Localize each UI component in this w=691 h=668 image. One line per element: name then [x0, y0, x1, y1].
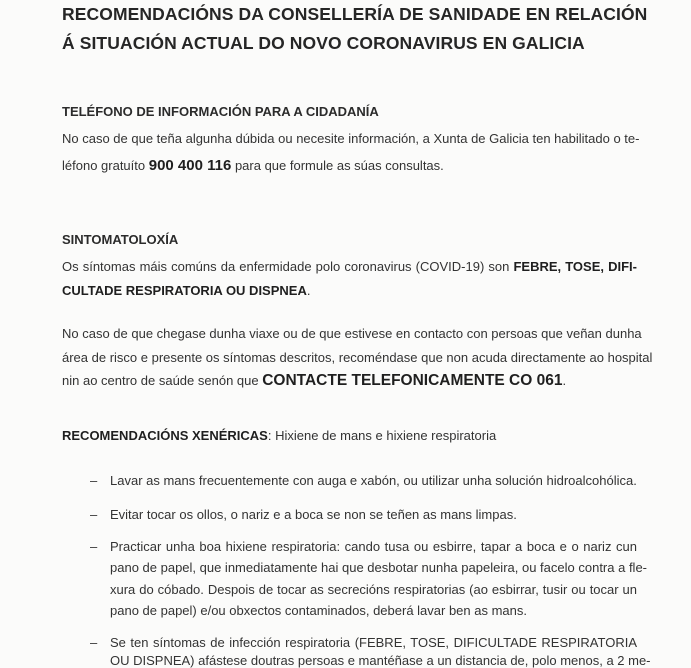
general-heading-bold: RECOMENDACIÓNS XENÉRICAS	[62, 428, 268, 443]
symptoms-section-heading: SINTOMATOLOXÍA	[62, 232, 179, 247]
bullet-dash-3: –	[90, 539, 98, 554]
document-title-line-2: Á SITUACIÓN ACTUAL DO NOVO CORONAVIRUS EN GALICIA	[62, 33, 585, 53]
document-title-line-1: RECOMENDACIÓNS DA CONSELLERÍA DE SANIDADE EN RELACIÓN	[62, 4, 648, 24]
phone-section-line-2	[62, 157, 637, 174]
symptoms-line-1	[62, 259, 637, 274]
travel-para-line-2: área de risco e presente os síntomas descritos, recoméndase que non acuda directamente ao hospital	[62, 350, 653, 365]
contact-061-emphasis: CONTACTE TELEFONICAMENTE CO 061	[262, 372, 563, 389]
travel-para-line-1: No caso de que chegase dunha viaxe ou de que estivese en contacto con persoas que veñan dunha	[62, 326, 642, 341]
recommendation-item-3-line-3: xura do cóbado. Despois de tocar as secrecións respiratorias (ao esbirrar, tusir ou tocar un	[110, 582, 637, 597]
symptoms-list-bold-1: FEBRE, TOSE, DIFI-	[513, 259, 637, 274]
travel-para-line-3	[62, 372, 637, 390]
symptoms-line-2	[62, 283, 637, 298]
phone-number: 900 400 116	[148, 157, 232, 174]
recommendation-item-1: Lavar as mans frecuentemente con auga e xabón, ou utilizar unha solución hidroalcohólica.	[110, 473, 637, 488]
recommendation-item-3-line-4: pano de papel) e/ou obxectos contaminados, deberá lavar ben as mans.	[110, 603, 527, 618]
travel-para-line-3-text: nin ao centro de saúde senón que	[62, 373, 263, 388]
recommendation-item-3-line-2: pano de papel, que inmediatamente hai que desbotar nunha papeleira, ou facelo contra a fle-	[110, 560, 647, 575]
symptoms-list-bold-2: CULTADE RESPIRATORIA OU DISPNEA	[62, 283, 307, 298]
phone-line-prefix: léfono gratuíto	[62, 158, 149, 173]
travel-para-line-3-end: .	[562, 373, 567, 388]
recommendation-item-3-line-1: Practicar unha boa hixiene respiratoria: cando tusa ou esbirre, tapar a boca e o nariz cun	[110, 539, 637, 554]
general-heading-rest: : Hixiene de mans e hixiene respiratoria	[267, 428, 497, 443]
general-section-heading	[62, 428, 637, 443]
phone-section-heading: TELÉFONO DE INFORMACIÓN PARA A CIDADANÍA	[62, 104, 379, 119]
recommendation-item-4-line-2: OU DISPNEA) afástese doutras persoas e mantéñase a un distancia de, polo menos, a 2 me-	[110, 653, 651, 668]
recommendation-item-2: Evitar tocar os ollos, o nariz e a boca se non se teñen as mans limpas.	[110, 507, 517, 522]
symptoms-line-1-text: Os síntomas máis comúns da enfermidade polo coronavirus (COVID-19) son	[62, 259, 514, 274]
phone-line-suffix: para que formule as súas consultas.	[231, 158, 444, 173]
recommendation-item-4-line-1: Se ten síntomas de infección respiratoria (FEBRE, TOSE, DIFICULTADE RESPIRATORIA	[110, 635, 637, 650]
phone-section-line-1: No caso de que teña algunha dúbida ou necesite información, a Xunta de Galicia ten habilitado o te-	[62, 131, 640, 146]
bullet-dash-1: –	[90, 473, 98, 488]
bullet-dash-2: –	[90, 507, 98, 522]
symptoms-line-2-end: .	[306, 283, 311, 298]
bullet-dash-4: –	[90, 635, 98, 650]
